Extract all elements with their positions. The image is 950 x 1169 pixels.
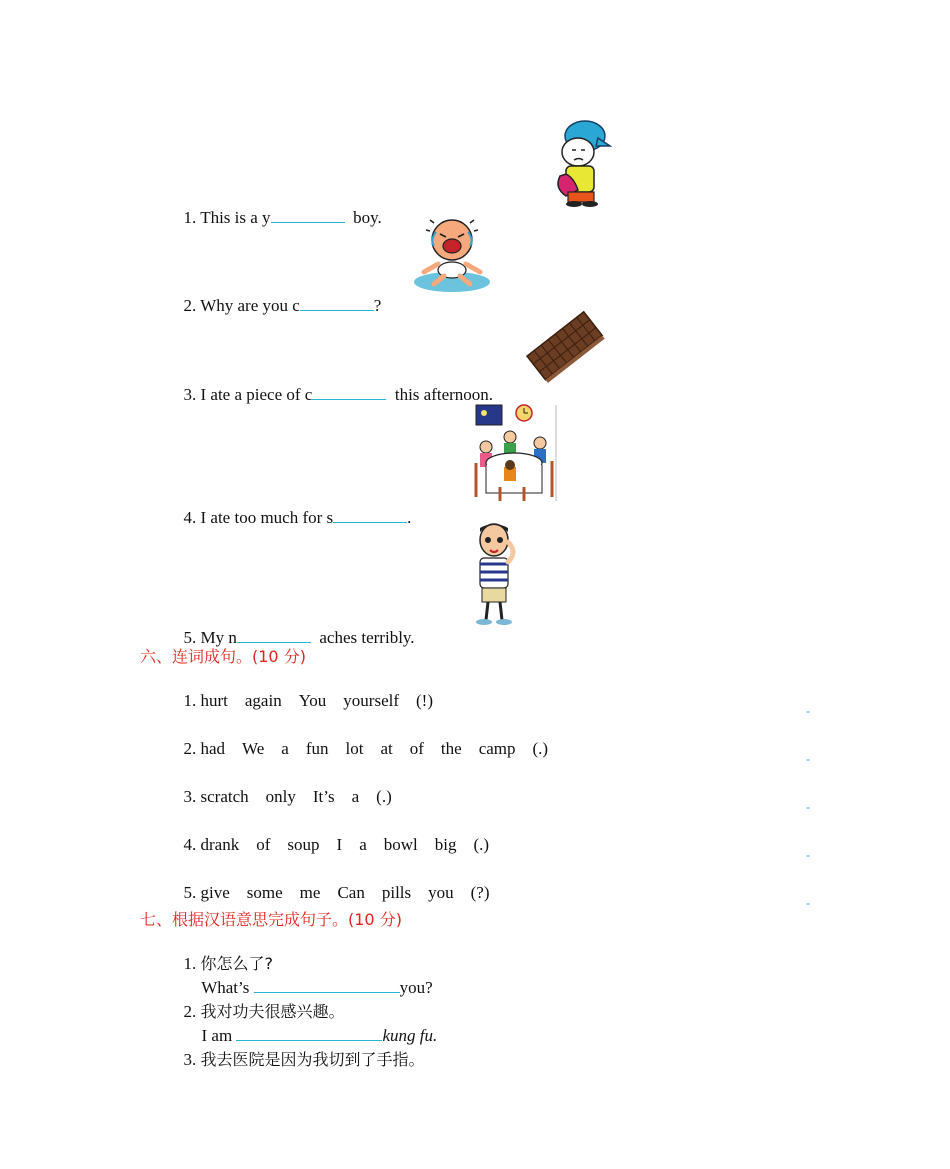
section6-heading: 六、连词成句。(10 分) bbox=[140, 647, 306, 666]
answer-line-mark: - bbox=[806, 703, 811, 718]
boy-nose-icon bbox=[464, 520, 520, 626]
fill-item-3: 3. I ate a piece of c this afternoon. bbox=[183, 385, 494, 404]
answer-line-mark: - bbox=[806, 847, 811, 862]
translate-item-1-chinese: 1. 你怎么了? bbox=[183, 954, 273, 973]
answer-blank[interactable] bbox=[237, 628, 311, 643]
reorder-item-1: 1. hurt again You yourself (!) bbox=[183, 691, 433, 710]
chocolate-bar-icon bbox=[522, 305, 606, 385]
section7-heading: 七、根据汉语意思完成句子。(10 分) bbox=[140, 910, 402, 929]
answer-blank[interactable] bbox=[300, 296, 374, 311]
reorder-item-3: 3. scratch only It’s a (.) bbox=[183, 787, 392, 806]
answer-line-mark: - bbox=[806, 751, 811, 766]
answer-blank[interactable] bbox=[312, 385, 386, 400]
answer-blank[interactable] bbox=[333, 508, 407, 523]
reorder-item-5: 5. give some me Can pills you (?) bbox=[183, 883, 490, 902]
fill-item-5: 5. My n aches terribly. bbox=[183, 628, 415, 647]
fill-item-4: 4. I ate too much for s . bbox=[183, 508, 412, 527]
answer-blank[interactable] bbox=[271, 208, 345, 223]
translate-item-1-english: What’s you? bbox=[201, 978, 433, 997]
translate-item-3-chinese: 3. 我去医院是因为我切到了手指。 bbox=[183, 1050, 425, 1069]
translate-item-2-chinese: 2. 我对功夫很感兴趣。 bbox=[183, 1002, 345, 1021]
translate-item-2-english: I am kung fu. bbox=[201, 1026, 438, 1045]
sad-boy-icon bbox=[552, 116, 612, 208]
fill-item-2: 2. Why are you c ? bbox=[183, 296, 382, 315]
reorder-item-2: 2. had We a fun lot at of the camp (.) bbox=[183, 739, 549, 758]
crying-baby-icon bbox=[412, 210, 494, 294]
reorder-item-4: 4. drank of soup I a bowl big (.) bbox=[183, 835, 490, 854]
answer-line-mark: - bbox=[806, 799, 811, 814]
fill-item-1: 1. This is a y boy. bbox=[183, 208, 382, 227]
answer-line-mark: - bbox=[806, 895, 811, 910]
family-dinner-icon bbox=[470, 403, 560, 503]
